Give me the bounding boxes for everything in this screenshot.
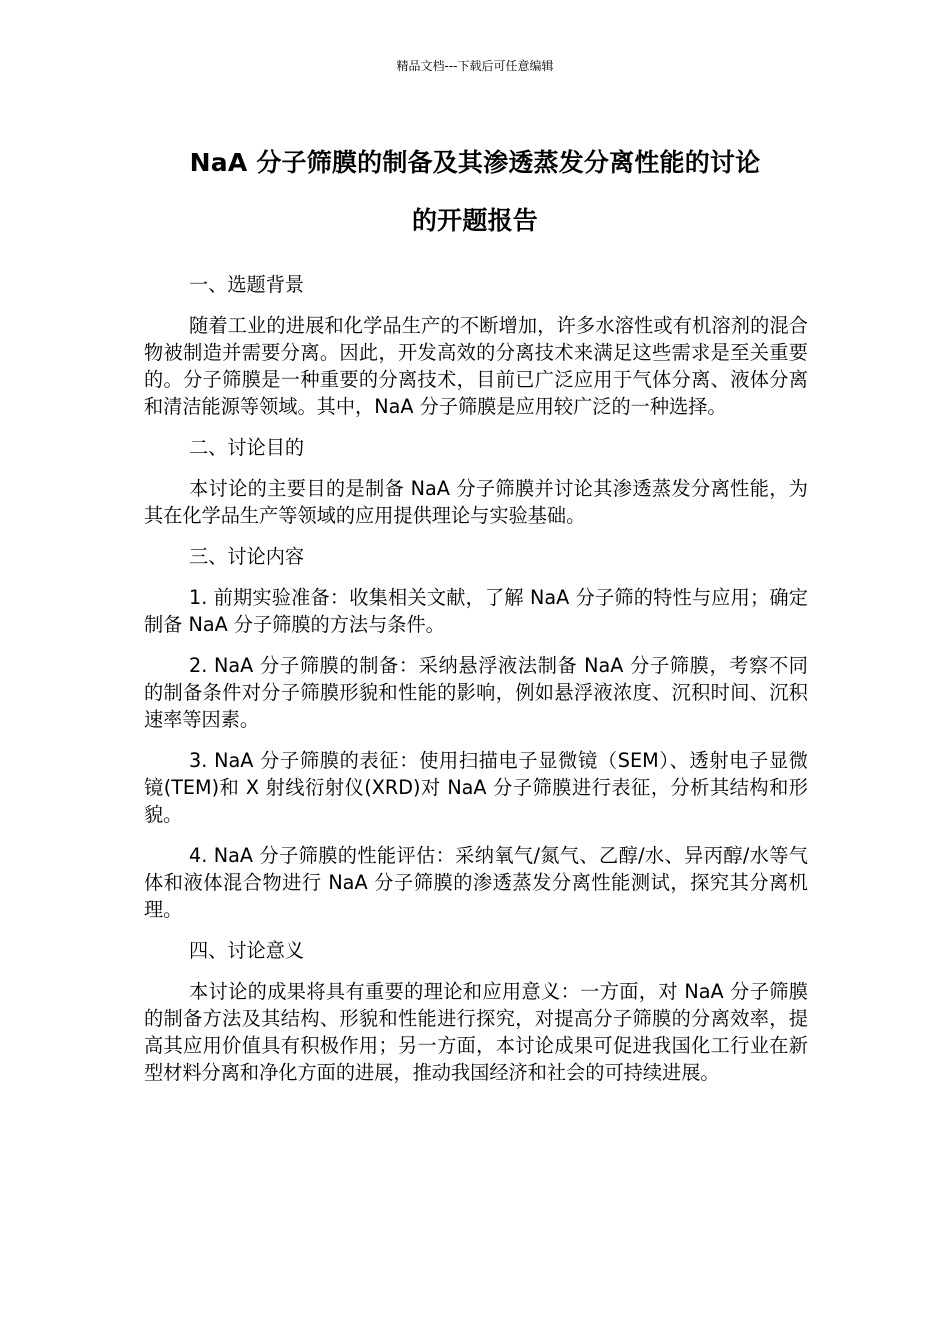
document-title — [140, 134, 810, 250]
section-heading-purpose: 二、讨论目的 — [189, 436, 305, 459]
header-note: 精品文档---下载后可任意编辑 — [396, 59, 554, 73]
section-paragraph: 2. NaA 分子筛膜的制备：采纳悬浮液法制备 NaA 分子筛膜，考察不同的制备条件对分子筛膜形貌和性能的影响，例如悬浮液浓度、沉积时间、沉积速率等因素。 — [144, 654, 808, 731]
section-paragraph: 4. NaA 分子筛膜的性能评估：采纳氧气/氮气、乙醇/水、异丙醇/水等气体和液体混合物进行 NaA 分子筛膜的渗透蒸发分离性能测试，探究其分离机理。 — [144, 844, 808, 921]
section-heading-content: 三、讨论内容 — [189, 545, 305, 568]
section-heading-background: 一、选题背景 — [189, 273, 305, 296]
title-line-1: NaA 分子筛膜的制备及其渗透蒸发分离性能的讨论 — [189, 148, 761, 177]
section-paragraph: 3. NaA 分子筛膜的表征：使用扫描电子显微镜（SEM）、透射电子显微镜(TEM)和 X 射线衍射仪(XRD)对 NaA 分子筛膜进行表征，分析其结构和形貌。 — [144, 749, 808, 826]
title-line-2: 的开题报告 — [411, 206, 538, 235]
document-body — [144, 271, 808, 1100]
section-paragraph: 随着工业的进展和化学品生产的不断增加，许多水溶性或有机溶剂的混合物被制造并需要分离。因此，开发高效的分离技术来满足这些需求是至关重要的。分子筛膜是一种重要的分离技术，目前已广泛应用于气体分离、液体分离和清洁能源等领域。其中，NaA 分子筛膜是应用较广泛的一种选择。 — [144, 314, 808, 418]
section-paragraph: 1. 前期实验准备：收集相关文献，了解 NaA 分子筛的特性与应用；确定制备 NaA 分子筛膜的方法与条件。 — [144, 586, 808, 636]
section-paragraph: 本讨论的主要目的是制备 NaA 分子筛膜并讨论其渗透蒸发分离性能，为其在化学品生产等领域的应用提供理论与实验基础。 — [144, 477, 808, 527]
section-heading-significance: 四、讨论意义 — [189, 939, 305, 962]
section-paragraph: 本讨论的成果将具有重要的理论和应用意义：一方面，对 NaA 分子筛膜的制备方法及其结构、形貌和性能进行探究，对提高分子筛膜的分离效率，提高其应用价值具有积极作用；另一方面，本讨论成果可促进我国化工行业在新型材料分离和净化方面的进展，推动我国经济和社会的可持续进展。 — [144, 980, 808, 1084]
